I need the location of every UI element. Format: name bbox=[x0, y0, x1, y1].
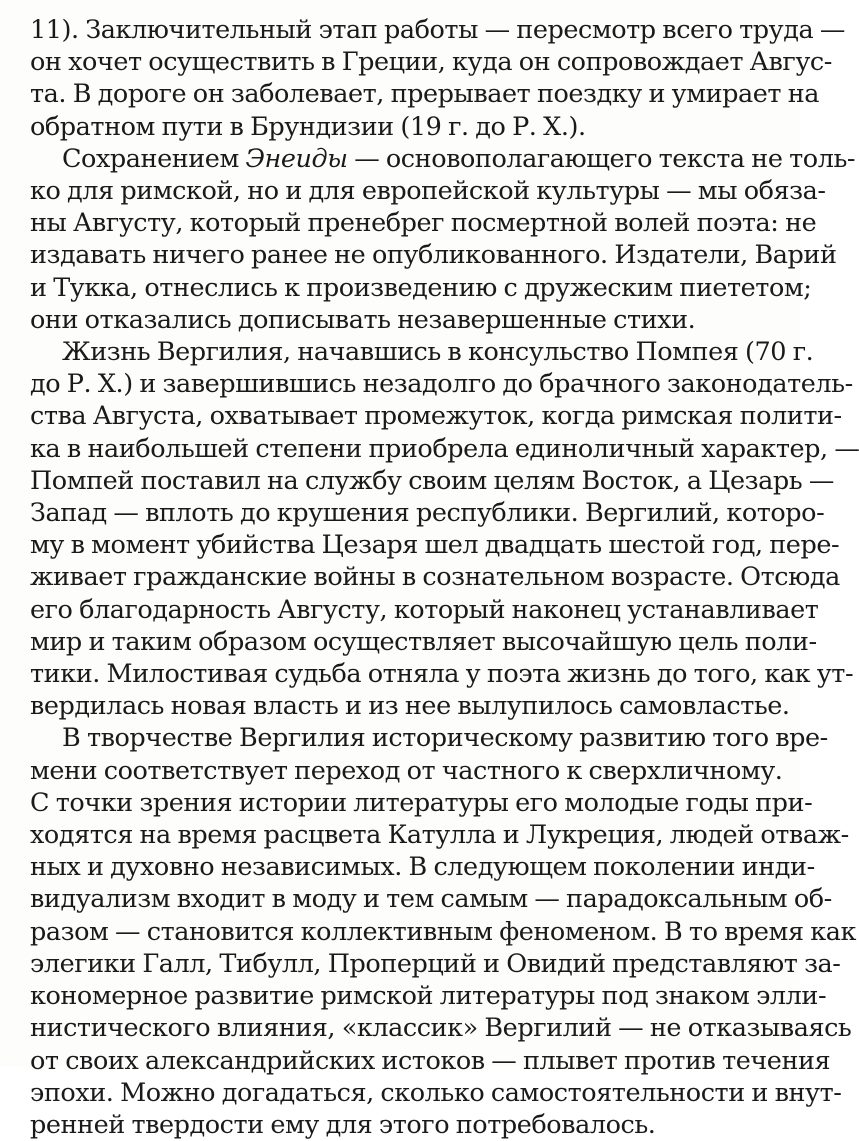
text-line: 11). Заключительный этап работы — пересмотр всего труда — bbox=[30, 15, 845, 45]
text-line: кономерное развитие римской литературы под знаком элли- bbox=[30, 981, 827, 1012]
text-fragment: — основополагающего текста не толь- bbox=[347, 143, 856, 174]
text-fragment: Сохранением bbox=[62, 143, 246, 174]
text-line: ства Августа, охватывает промежуток, когда римская полити- bbox=[30, 401, 842, 432]
text-line: та. В дороге он заболевает, прерывает поездку и умирает на bbox=[30, 79, 820, 110]
text-line: ка в наибольшей степени приобрела единоличный характер, — bbox=[30, 433, 859, 464]
text-line: он хочет осуществить в Греции, куда он сопровождает Авгус- bbox=[30, 47, 832, 78]
text-line: от своих александрийских истоков — плывет против течения bbox=[30, 1045, 831, 1076]
paragraph-3 bbox=[30, 336, 859, 722]
text-line: живает гражданские войны в сознательном возрасте. Отсюда bbox=[30, 562, 840, 593]
text-line: элегики Галл, Тибулл, Проперций и Овидий представляют за- bbox=[30, 948, 841, 979]
text-line: издавать ничего ранее не опубликованного. Издатели, Варий bbox=[30, 240, 837, 271]
text-line: ко для римской, но и для европейской культуры — мы обяза- bbox=[30, 176, 826, 207]
text-line: разом — становится коллективным феноменом. В то время как bbox=[30, 916, 856, 947]
text-line: эпохи. Можно догадаться, сколько самостоятельности и внут- bbox=[30, 1077, 842, 1108]
text-line: ходятся на время расцвета Катулла и Лукреция, людей отваж- bbox=[30, 820, 849, 851]
text-line: ных и духовно независимых. В следующем поколении инди- bbox=[30, 852, 815, 883]
text-line: Помпей поставил на службу своим целям Восток, а Цезарь — bbox=[30, 465, 834, 496]
book-title-eneida: Энеиды bbox=[245, 143, 348, 174]
text-line: и Тукка, отнеслись к произведению с дружеским пиететом; bbox=[30, 272, 812, 303]
text-line: тики. Милостивая судьба отняла у поэта жизнь до того, как ут- bbox=[30, 659, 854, 690]
paragraph-2 bbox=[30, 143, 856, 336]
paragraph-1 bbox=[30, 14, 845, 143]
text-line: Жизнь Вергилия, начавшись в консульство Помпея (70 г. bbox=[62, 337, 814, 368]
text-line: ны Августу, который пренебрег посмертной волей поэта: не bbox=[30, 208, 817, 239]
text-line: нистического влияния, «классик» Вергилий — не отказываясь bbox=[30, 1013, 852, 1044]
text-line: мени соответствует переход от частного к сверхличному. bbox=[30, 755, 783, 786]
paragraph-4 bbox=[30, 722, 856, 1141]
text-line: мир и таким образом осуществляет высочайшую цель поли- bbox=[30, 626, 817, 657]
text-line: до Р. Х.) и завершившись незадолго до брачного законодатель- bbox=[30, 369, 853, 400]
text-line: они отказались дописывать незавершенные стихи. bbox=[30, 304, 696, 335]
document-page bbox=[30, 14, 859, 1141]
text-line: видуализм входит в моду и тем самым — парадоксальным об- bbox=[30, 884, 832, 915]
text-line bbox=[30, 143, 856, 175]
text-line: С точки зрения истории литературы его молодые годы при- bbox=[30, 787, 813, 818]
text-line: Запад — вплоть до крушения республики. Вергилий, которо- bbox=[30, 498, 825, 529]
text-line: обратном пути в Брундизии (19 г. до Р. Х.). bbox=[30, 111, 586, 142]
text-line: вердилась новая власть и из нее вылупилось самовластье. bbox=[30, 691, 790, 722]
text-line: В творчестве Вергилия историческому развитию того вре- bbox=[62, 723, 828, 754]
text-line: ренней твердости ему для этого потребовалось. bbox=[30, 1109, 656, 1140]
text-line: его благодарность Августу, который наконец устанавливает bbox=[30, 594, 819, 625]
text-line: му в момент убийства Цезаря шел двадцать шестой год, пере- bbox=[30, 530, 840, 561]
